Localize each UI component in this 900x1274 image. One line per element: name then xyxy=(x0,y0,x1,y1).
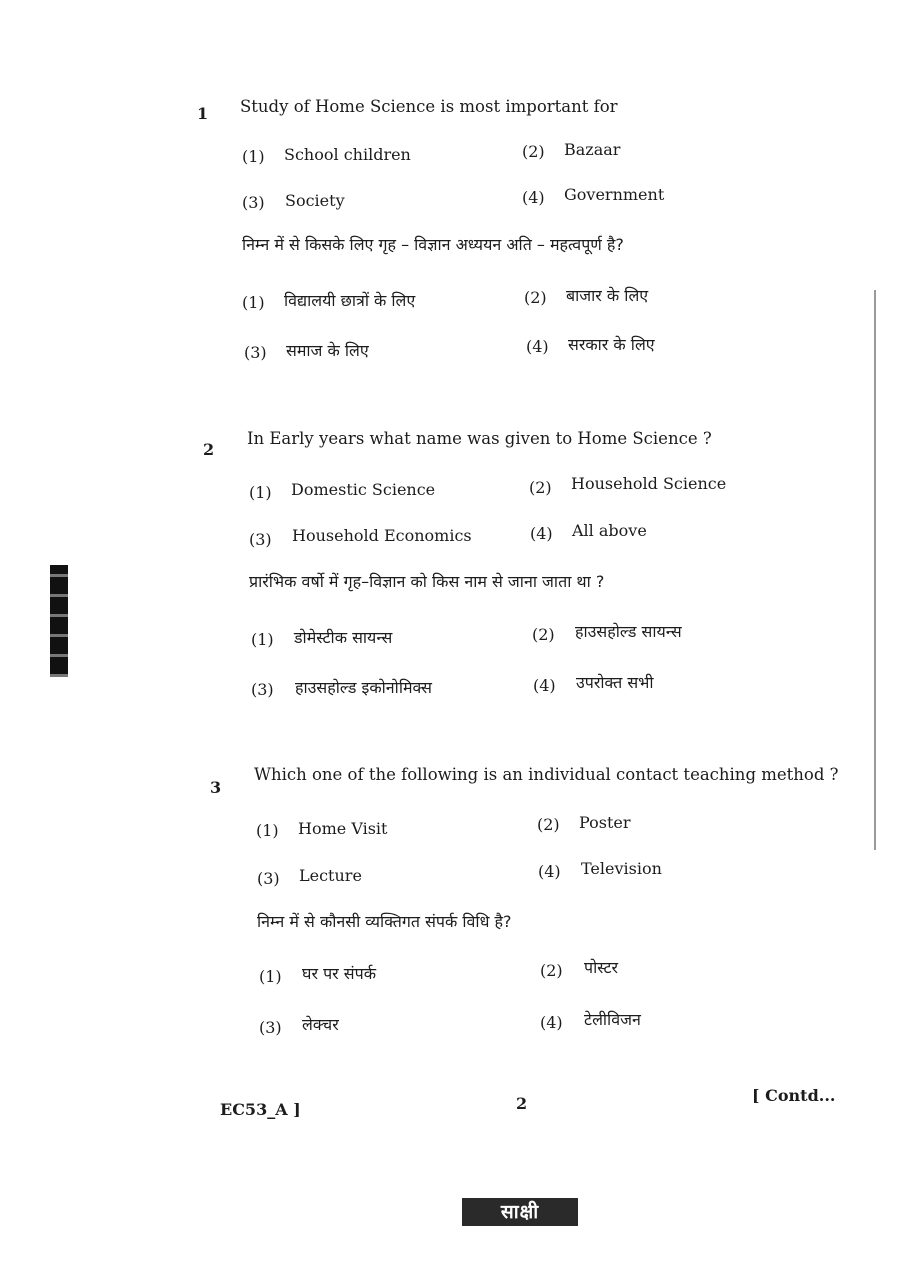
q1-hi-option-3-num: (3) xyxy=(244,343,267,362)
q2-hi-option-4: उपरोक्त सभी xyxy=(576,673,654,692)
q2-option-2: Household Science xyxy=(571,474,727,493)
q2-option-3-num: (3) xyxy=(249,530,272,549)
q3-option-4-num: (4) xyxy=(538,862,561,881)
question-2-hindi-text: प्रारंभिक वर्षो में गृह–विज्ञान को किस नाम से जाना जाता था ? xyxy=(249,572,605,591)
q1-option-4-num: (4) xyxy=(522,188,545,207)
question-1-hindi-text: निम्न में से किसके लिए गृह – विज्ञान अध्ययन अति – महत्वपूर्ण है? xyxy=(242,235,624,254)
q2-option-2-num: (2) xyxy=(529,478,552,497)
question-3-text: Which one of the following is an individual contact teaching method ? xyxy=(254,765,839,784)
q3-hi-option-2: पोस्टर xyxy=(584,958,619,977)
q3-hi-option-1-num: (1) xyxy=(259,967,282,986)
q3-option-1: Home Visit xyxy=(298,819,388,838)
q2-hi-option-2: हाउसहोल्ड सायन्स xyxy=(575,622,682,641)
q2-hi-option-2-num: (2) xyxy=(532,625,555,644)
bottom-stamp: साक्षी xyxy=(462,1198,578,1226)
q3-hi-option-4-num: (4) xyxy=(540,1013,563,1032)
q1-hi-option-2: बाजार के लिए xyxy=(566,286,649,305)
q1-option-1: School children xyxy=(284,145,411,164)
q1-option-3-num: (3) xyxy=(242,193,265,212)
q1-hi-option-2-num: (2) xyxy=(524,288,547,307)
q3-option-2-num: (2) xyxy=(537,815,560,834)
q3-option-2: Poster xyxy=(579,813,631,832)
paper-code: EC53_A ] xyxy=(220,1100,301,1119)
question-1-number: 1 xyxy=(197,104,209,123)
q2-hi-option-1-num: (1) xyxy=(251,630,274,649)
side-scan-mark xyxy=(50,565,68,677)
q1-option-4: Government xyxy=(564,185,665,204)
question-2-number: 2 xyxy=(203,440,215,459)
q2-hi-option-1: डोमेस्टीक सायन्स xyxy=(294,628,393,647)
scan-edge-line xyxy=(874,290,876,850)
q3-hi-option-4: टेलीविजन xyxy=(584,1010,641,1029)
q3-option-1-num: (1) xyxy=(256,821,279,840)
q1-option-2: Bazaar xyxy=(564,140,621,159)
question-3-hindi-text: निम्न में से कौनसी व्यक्तिगत संपर्क विधि है? xyxy=(257,912,512,931)
q3-option-4: Television xyxy=(581,859,662,878)
continued-label: [ Contd... xyxy=(752,1086,836,1105)
q2-option-1-num: (1) xyxy=(249,483,272,502)
q1-hi-option-1: विद्यालयी छात्रों के लिए xyxy=(284,291,416,310)
q3-hi-option-2-num: (2) xyxy=(540,961,563,980)
q2-option-4: All above xyxy=(572,521,647,540)
q1-option-2-num: (2) xyxy=(522,142,545,161)
q2-option-3: Household Economics xyxy=(292,526,472,545)
q3-option-3: Lecture xyxy=(299,866,362,885)
q1-hi-option-4: सरकार के लिए xyxy=(568,335,655,354)
q1-option-1-num: (1) xyxy=(242,147,265,166)
page-number: 2 xyxy=(516,1094,528,1113)
q3-hi-option-3-num: (3) xyxy=(259,1018,282,1037)
q3-option-3-num: (3) xyxy=(257,869,280,888)
question-1-text: Study of Home Science is most important for xyxy=(240,97,618,116)
q2-option-1: Domestic Science xyxy=(291,480,436,499)
question-2-text: In Early years what name was given to Home Science ? xyxy=(247,429,712,448)
q2-hi-option-4-num: (4) xyxy=(533,676,556,695)
q2-hi-option-3: हाउसहोल्ड इकोनोमिक्स xyxy=(295,678,432,697)
question-3-number: 3 xyxy=(210,778,222,797)
q3-hi-option-3: लेक्चर xyxy=(302,1015,339,1034)
q1-hi-option-4-num: (4) xyxy=(526,337,549,356)
q1-hi-option-3: समाज के लिए xyxy=(286,341,369,360)
q2-hi-option-3-num: (3) xyxy=(251,680,274,699)
q1-option-3: Society xyxy=(285,191,345,210)
q3-hi-option-1: घर पर संपर्क xyxy=(302,964,376,983)
q1-hi-option-1-num: (1) xyxy=(242,293,265,312)
q2-option-4-num: (4) xyxy=(530,524,553,543)
